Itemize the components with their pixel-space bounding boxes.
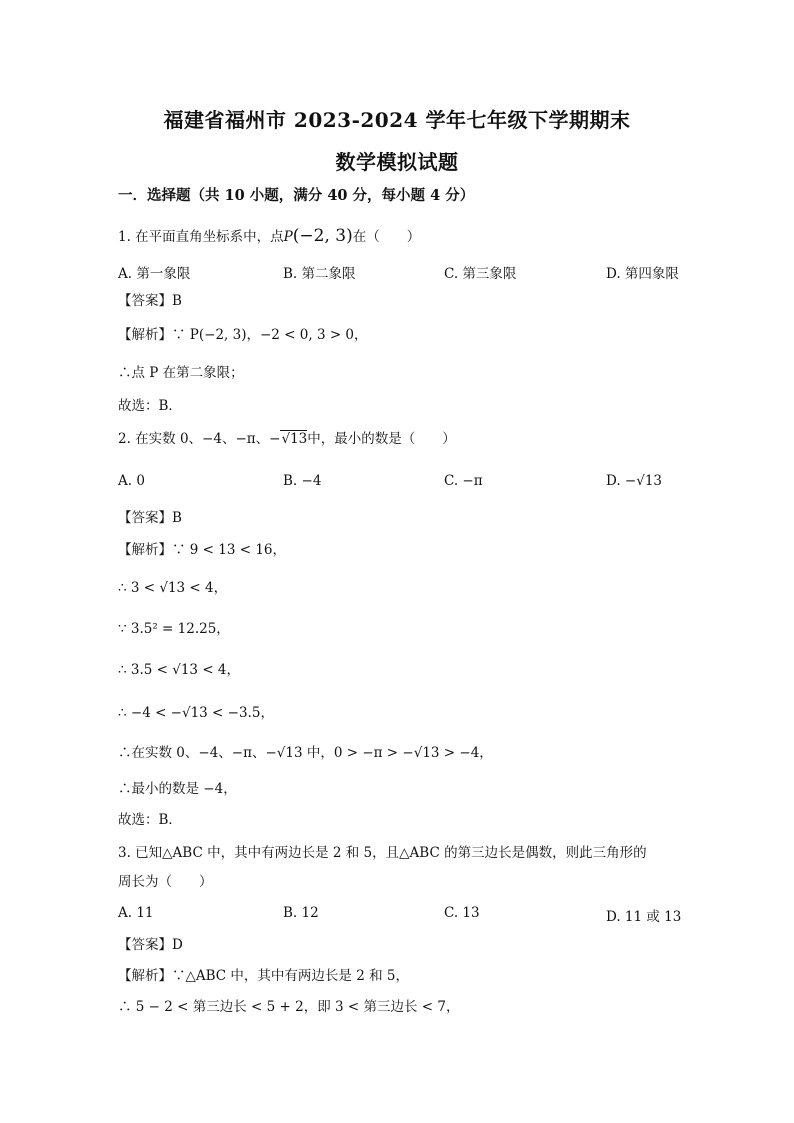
q2-stem-post: 中，最小的数是（ ）	[307, 431, 456, 447]
q1-analysis-label: 【解析】	[118, 327, 172, 343]
q2-s1: ∵ 9 < 13 < 16，	[172, 542, 287, 558]
q2-option-d: D. −√13	[606, 473, 663, 489]
section-heading: 一．选择题（共 10 小题，满分 40 分，每小题 4 分）	[118, 187, 475, 204]
q2-s8: 故选：B．	[118, 812, 182, 828]
q1-option-b: B. 第二象限	[283, 266, 356, 282]
q3-analysis-1	[118, 967, 409, 985]
title-line-2: 数学模拟试题	[335, 150, 459, 174]
q2-s2: ∴ 3 < √13 < 4，	[118, 580, 228, 596]
q1-analysis-1	[118, 326, 368, 344]
title-line-1: 福建省福州市 2023-2024 学年七年级下学期期末	[163, 108, 631, 132]
q1-coord: (−2, 3)	[292, 226, 353, 246]
q2-answer: 【答案】B	[118, 510, 182, 526]
q1-stem-post: 在（ ）	[352, 229, 421, 245]
q2-sqrt: √13	[281, 431, 308, 447]
q1-analysis-3: 故选：B．	[118, 398, 182, 414]
q3-stem-1: 3. 已知△ABC 中，其中有两边长是 2 和 5，且△ABC 的第三边长是偶数，则此三角形的	[118, 845, 647, 861]
q2-option-c: C. −π	[444, 473, 483, 489]
q1-stem	[118, 227, 420, 246]
q2-analysis-1	[118, 541, 286, 559]
q1-answer: 【答案】B	[118, 293, 182, 309]
q3-option-d: D. 11 或 13	[606, 909, 682, 925]
q1-option-c: C. 第三象限	[444, 266, 517, 282]
q2-analysis-label: 【解析】	[118, 542, 172, 558]
q1-option-a: A. 第一象限	[118, 266, 191, 282]
q1-analysis-2: ∴点 P 在第二象限；	[118, 365, 244, 381]
q1-point: P	[283, 229, 293, 245]
q1-option-d: D. 第四象限	[606, 266, 679, 282]
q2-s5: ∴ −4 < −√13 < −3.5，	[118, 705, 274, 721]
q2-s7: ∴最小的数是 −4，	[118, 781, 237, 797]
q2-option-a: A. 0	[118, 473, 145, 489]
q2-s3: ∵ 3.5² = 12.25，	[118, 621, 230, 637]
q2-sqrt-radicand: 13	[290, 431, 308, 447]
q1-stem-pre: 1. 在平面直角坐标系中，点	[118, 229, 284, 245]
q2-stem-pre: 2. 在实数 0、−4、−π、−	[118, 431, 281, 447]
q2-stem	[118, 430, 456, 448]
q3-option-b: B. 12	[283, 905, 319, 921]
q2-s4: ∴ 3.5 < √13 < 4，	[118, 662, 241, 678]
q3-option-c: C. 13	[444, 905, 480, 921]
q1-analysis-1-text: ∵ P(−2, 3)，−2 < 0, 3 > 0，	[172, 327, 368, 343]
q3-answer: 【答案】D	[118, 937, 183, 953]
q3-stem-2: 周长为（ ）	[118, 874, 213, 890]
q2-option-b: B. −4	[283, 473, 322, 489]
q3-s1: ∵△ABC 中，其中有两边长是 2 和 5，	[172, 968, 409, 984]
q3-option-a: A. 11	[118, 905, 154, 921]
q2-s6: ∴在实数 0、−4、−π、−√13 中，0 > −π > −√13 > −4，	[118, 745, 493, 761]
q3-analysis-label: 【解析】	[118, 968, 172, 984]
q3-s2: ∴ 5 − 2 < 第三边长 < 5 + 2，即 3 < 第三边长 < 7，	[118, 999, 460, 1015]
